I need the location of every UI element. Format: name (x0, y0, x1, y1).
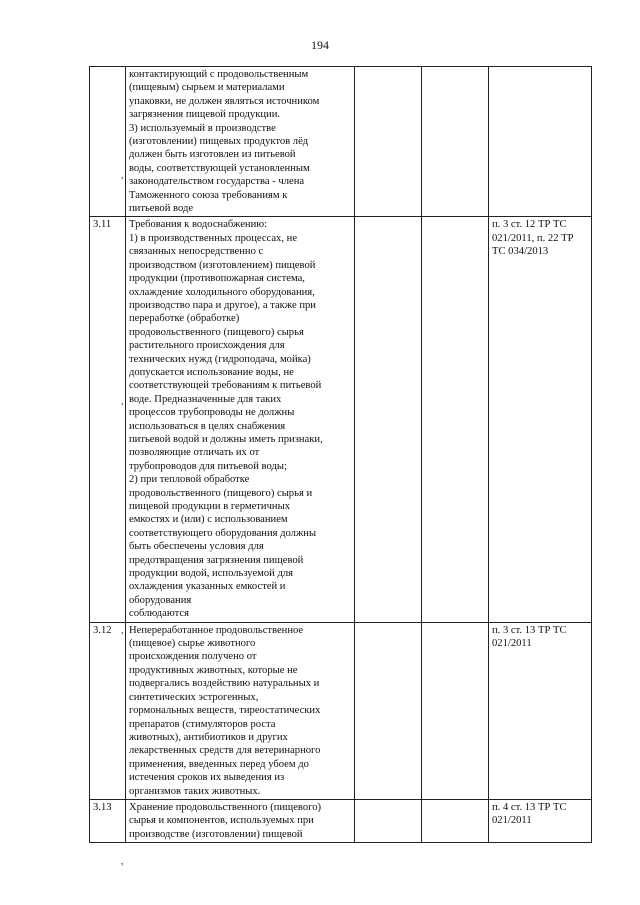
requirement-text-line: процессов трубопроводы не должны (129, 407, 295, 419)
requirement-cell (126, 799, 355, 842)
requirement-text-line: лекарственных средств для ветеринарного (129, 745, 321, 757)
requirement-text-line: растительного происхождения для (129, 340, 285, 352)
requirement-text-line: воды, соответствующей установленным (129, 162, 310, 174)
requirement-text-line: производством (изготовлением) пищевой (129, 259, 316, 271)
requirement-text-line: (изготовлении) пищевых продуктов лёд (129, 136, 309, 148)
requirement-text-line: 3) используемый в производстве (129, 122, 276, 134)
requirement-text-line: загрязнения пищевой продукции. (129, 109, 281, 121)
requirement-text-line: продуктивных животных, которые не (129, 664, 298, 676)
reference-text-line: 021/2011 (492, 638, 532, 650)
reference-cell (489, 622, 592, 799)
requirement-text-line: 1) в производственных процессах, не (129, 232, 298, 244)
requirement-text-line: происхождения получено от (129, 651, 257, 663)
item-number: 3.12 (93, 624, 112, 636)
requirements-table (89, 66, 592, 843)
requirement-text-line: оборудования (129, 594, 192, 606)
item-number-cell (90, 217, 126, 622)
scan-mark: , (121, 625, 124, 636)
requirement-text-line: продукции водой, используемой для (129, 568, 294, 580)
page-number: 194 (311, 38, 329, 52)
empty-cell (355, 799, 422, 842)
reference-text-line: ТС 034/2013 (492, 246, 549, 258)
item-number-cell (90, 67, 126, 217)
requirement-text-line: животных), антибиотиков и других (129, 731, 288, 743)
requirement-text-line: связанных непосредственно с (129, 246, 264, 258)
requirement-text-line: Хранение продовольственного (пищевого) (129, 801, 322, 813)
scan-mark: , (121, 396, 124, 407)
requirement-text-line: 2) при тепловой обработке (129, 474, 250, 486)
requirement-text-line: должен быть изготовлен из питьевой (129, 149, 296, 161)
requirement-text-line: законодательством государства - члена (129, 176, 305, 188)
empty-cell (422, 67, 489, 217)
requirement-text-line: синтетических эстрогенных, (129, 691, 259, 703)
requirement-text-line: предотвращения загрязнения пищевой (129, 554, 304, 566)
requirement-text-line: истечения сроков их выведения из (129, 772, 285, 784)
requirement-cell (126, 67, 355, 217)
requirement-text-line: продукции (противопожарная система, (129, 273, 305, 285)
table-row (90, 67, 592, 217)
empty-cell (422, 799, 489, 842)
requirement-text-line: переработке (обработке) (129, 313, 240, 325)
reference-text-line: 021/2011, п. 22 ТР (492, 232, 574, 244)
requirement-text-line: пищевой продукции в герметичных (129, 501, 291, 512)
empty-cell (355, 622, 422, 799)
requirement-text-line: упаковки, не должен являться источником (129, 95, 320, 107)
requirement-text-line: охлаждения указанных емкостей и (129, 581, 286, 593)
empty-cell (355, 67, 422, 217)
requirement-cell (126, 217, 355, 622)
table-row (90, 217, 592, 622)
requirement-text-line: охлаждение холодильного оборудования, (129, 286, 315, 298)
empty-cell (422, 622, 489, 799)
empty-cell (355, 217, 422, 622)
reference-text-line: 021/2011 (492, 815, 532, 827)
requirement-text-line: (пищевое) сырье животного (129, 638, 256, 650)
requirement-text-line: гормональных веществ, тиреостатических (129, 705, 321, 717)
requirement-text-line: Таможенного союза требованиям к (129, 189, 288, 201)
requirement-text-line: продовольственного (пищевого) сырья (129, 326, 304, 338)
requirement-text-line: быть обеспечены условия для (129, 541, 264, 553)
requirement-text-line: сырья и компонентов, используемых при (129, 815, 314, 827)
requirement-text-line: соответствующего оборудования должны (129, 527, 317, 539)
reference-text-line: п. 3 ст. 13 ТР ТС (492, 624, 567, 636)
requirement-text-line: соответствующей требованиям к питьевой (129, 380, 322, 392)
requirement-text-line: допускается использование воды, не (129, 366, 294, 378)
scan-mark: , (121, 856, 124, 867)
reference-cell (489, 799, 592, 842)
requirement-text-line: производстве (изготовлении) пищевой (129, 828, 303, 840)
reference-text-line: п. 3 ст. 12 ТР ТС (492, 219, 567, 231)
requirement-text-line: препаратов (стимуляторов роста (129, 718, 276, 730)
requirement-text-line: питьевой водой и должны иметь признаки, (129, 433, 323, 445)
requirement-text-line: воде. Предназначенные для таких (129, 393, 282, 405)
table-row (90, 622, 592, 799)
requirement-text-line: контактирующий с продовольственным (129, 69, 309, 80)
requirement-text-line: соблюдаются (129, 608, 189, 620)
requirement-text-line: технических нужд (гидроподача, мойка) (129, 353, 311, 365)
item-number: 3.11 (93, 219, 112, 231)
scan-mark: , (121, 170, 124, 181)
requirement-text-line: применения, введенных перед убоем до (129, 758, 309, 770)
requirement-text-line: продовольственного (пищевого) сырья и (129, 487, 313, 499)
requirement-text-line: производство пара и другое), а также при (129, 299, 316, 311)
requirement-text-line: трубопроводов для питьевой воды; (129, 460, 287, 472)
item-number-cell (90, 622, 126, 799)
requirement-text-line: (пищевым) сырьем и материалами (129, 82, 285, 94)
requirement-text-line: подвергались воздействию натуральных и (129, 678, 320, 690)
requirement-text-line: питьевой воде (129, 203, 194, 215)
reference-cell (489, 217, 592, 622)
requirement-text-line: позволяющие отличать их от (129, 447, 260, 459)
reference-text-line: п. 4 ст. 13 ТР ТС (492, 801, 567, 813)
requirement-text-line: использоваться в целях снабжения (129, 420, 286, 432)
table-row (90, 799, 592, 842)
item-number: 3.13 (93, 801, 112, 813)
item-number-cell (90, 799, 126, 842)
requirement-cell (126, 622, 355, 799)
requirement-text-line: Требования к водоснабжению: (129, 219, 268, 231)
requirement-text-line: емкостях и (или) с использованием (129, 514, 288, 526)
requirement-text-line: организмов таких животных. (129, 785, 261, 797)
empty-cell (422, 217, 489, 622)
reference-cell (489, 67, 592, 217)
requirement-text-line: Непереработанное продовольственное (129, 624, 304, 636)
